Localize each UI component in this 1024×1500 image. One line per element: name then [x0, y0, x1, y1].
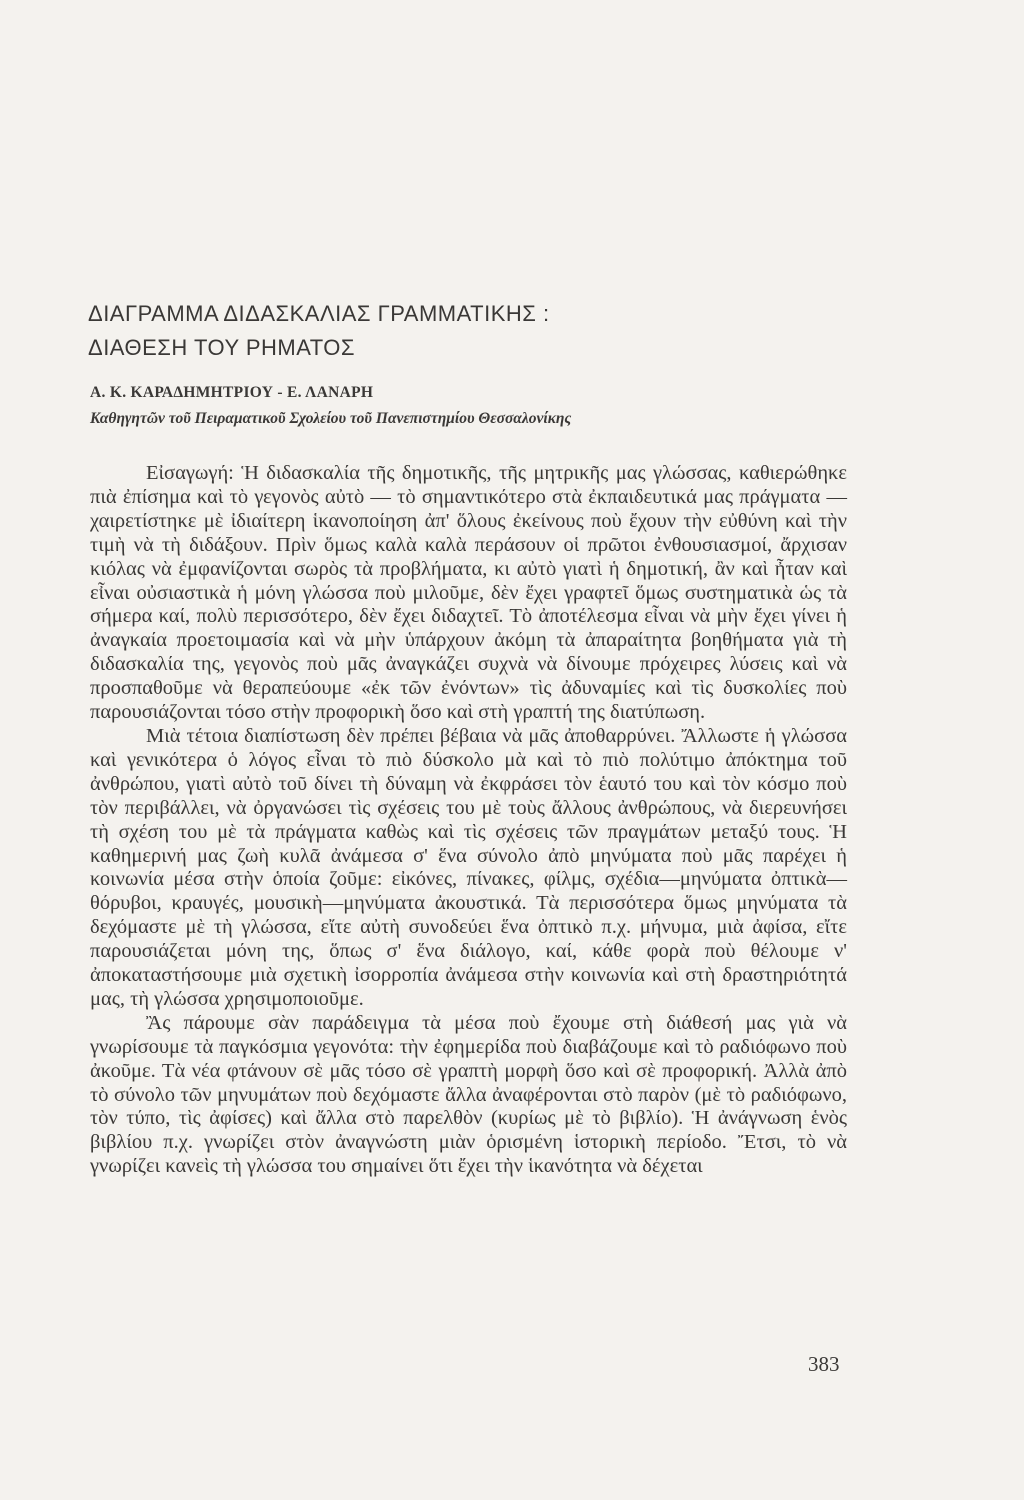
- article-body: [90, 462, 847, 1179]
- article-title-line-2: ΔΙΑΘΕΣΗ ΤΟΥ ΡΗΜΑΤΟΣ: [88, 335, 356, 360]
- paragraph-media-example: Ἂς πάρουμε σὰν παράδειγμα τὰ μέσα ποὺ ἔχουμε στὴ διάθεσή μας γιὰ νὰ γνωρίσουμε τὰ παγκόσμια γεγονότα: τὴν ἐφημερίδα ποὺ διαβάζουμε καὶ τὸ ραδιόφωνο ποὺ ἀκοῦμε. Τὰ νέα φτάνουν σὲ μᾶς τόσο σὲ γραπτὴ μορφὴ ὅσο καὶ σὲ προφορική. Ἀλλὰ ἀπὸ τὸ σύνολο τῶν μηνυμάτων ποὺ δεχόμαστε ἄλλα ἀναφέρονται στὸ παρὸν (μὲ τὸ ραδιόφωνο, τὸν τύπο, τὶς ἀφίσες) καὶ ἄλλα στὸ παρελθὸν (κυρίως μὲ τὸ βιβλίο). Ἡ ἀνάγνωση ἑνὸς βιβλίου π.χ. γνωρίζει στὸν ἀναγνώστη μιὰν ὁρισμένη ἱστορικὴ περίοδο. Ἔτσι, τὸ νὰ γνωρίζει κανεὶς τὴ γλώσσα του σημαίνει ὅτι ἔχει τὴν ἱκανότητα νὰ δέχεται: [90, 1011, 847, 1178]
- author-affiliation: Καθηγητῶν τοῦ Πειραματικοῦ Σχολείου τοῦ Πανεπιστημίου Θεσσαλονίκης: [90, 410, 572, 427]
- article-title-line-1: ΔΙΑΓΡΑΜΜΑ ΔΙΔΑΣΚΑΛΙΑΣ ΓΡΑΜΜΑΤΙΚΗΣ :: [88, 301, 550, 326]
- page-number: 383: [808, 1352, 840, 1376]
- paragraph-language-value: Μιὰ τέτοια διαπίστωση δὲν πρέπει βέβαια νὰ μᾶς ἀποθαρρύνει. Ἄλλωστε ἡ γλώσσα καὶ γενικότερα ὁ λόγος εἶναι τὸ πιὸ δύσκολο μὰ καὶ τὸ πιὸ πολύτιμο ἀπόκτημα τοῦ ἀνθρώπου, γιατὶ αὐτὸ τοῦ δίνει τὴ δύναμη νὰ ἐκφράσει τὸν ἑαυτό του καὶ τὸν κόσμο ποὺ τὸν περιβάλλει, νὰ ὀργανώσει τὶς σχέσεις του μὲ τοὺς ἄλλους ἀνθρώπους, νὰ διερευνήσει τὴ σχέση του μὲ τὰ πράγματα καθὼς καὶ τὶς σχέσεις τῶν πραγμάτων μεταξύ τους. Ἡ καθημερινή μας ζωὴ κυλᾶ ἀνάμεσα σ' ἕνα σύνολο ἀπὸ μηνύματα ποὺ μᾶς παρέχει ἡ κοινωνία μέσα στὴν ὁποία ζοῦμε: εἰκόνες, πίνακες, φίλμς, σχέδια—μηνύματα ὀπτικὰ—θόρυβοι, κραυγές, μουσικὴ—μηνύματα ἀκουστικά. Τὰ περισσότερα ὅμως μηνύματα τὰ δεχόμαστε μὲ τὴ γλώσσα, εἴτε αὐτὴ συνοδεύει ἕνα ὀπτικὸ π.χ. μήνυμα, μιὰ ἀφίσα, εἴτε παρουσιάζεται μόνη της, ὅπως σ' ἕνα διάλογο, καί, κάθε φορὰ ποὺ θέλουμε ν' ἀποκαταστήσουμε μιὰ σχετικὴ ἰσορροπία ἀνάμεσα στὴν κοινωνία καὶ στὴ δραστηριότητά μας, τὴ γλώσσα χρησιμοποιοῦμε.: [90, 724, 847, 1010]
- article-title: [88, 297, 788, 365]
- article-authors: Α. Κ. ΚΑΡΑΔΗΜΗΤΡΙΟΥ - Ε. ΛΑΝΑΡΗ: [90, 384, 374, 401]
- paragraph-introduction: Εἰσαγωγή: Ἡ διδασκαλία τῆς δημοτικῆς, τῆς μητρικῆς μας γλώσσας, καθιερώθηκε πιὰ ἐπίσημα καὶ τὸ γεγονὸς αὐτὸ — τὸ σημαντικότερο στὰ ἐκπαιδευτικά μας πράγματα — χαιρετίστηκε μὲ ἰδιαίτερη ἱκανοποίηση ἀπ' ὅλους ἐκείνους ποὺ ἔχουν τὴν εὐθύνη καὶ τὴν τιμὴ νὰ τὴ διδάξουν. Πρὶν ὅμως καλὰ καλὰ περάσουν οἱ πρῶτοι ἐνθουσιασμοί, ἄρχισαν κιόλας νὰ ἐμφανίζονται σωρὸς τὰ προβλήματα, κι αὐτὸ γιατὶ ἡ δημοτική, ἂν καὶ ἦταν καὶ εἶναι οὐσιαστικὰ ἡ μόνη γλώσσα ποὺ μιλοῦμε, δὲν ἔχει γραφτεῖ ὅμως συστηματικὰ ὡς τὰ σήμερα καί, πολὺ περισσότερο, δὲν ἔχει διδαχτεῖ. Τὸ ἀποτέλεσμα εἶναι νὰ μὴν ἔχει γίνει ἡ ἀναγκαία προετοιμασία καὶ νὰ μὴν ὑπάρχουν ἀκόμη τὰ ἀπαραίτητα βοηθήματα γιὰ τὴ διδασκαλία της, γεγονὸς ποὺ μᾶς ἀναγκάζει συχνὰ νὰ δίνουμε πρόχειρες λύσεις καὶ νὰ προσπαθοῦμε νὰ θεραπεύουμε «ἐκ τῶν ἐνόντων» τὶς ἀδυναμίες καὶ τὶς δυσκολίες ποὺ παρουσιάζονται τόσο στὴν προφορικὴ ὅσο καὶ στὴ γραπτή της διατύπωση.: [90, 462, 847, 724]
